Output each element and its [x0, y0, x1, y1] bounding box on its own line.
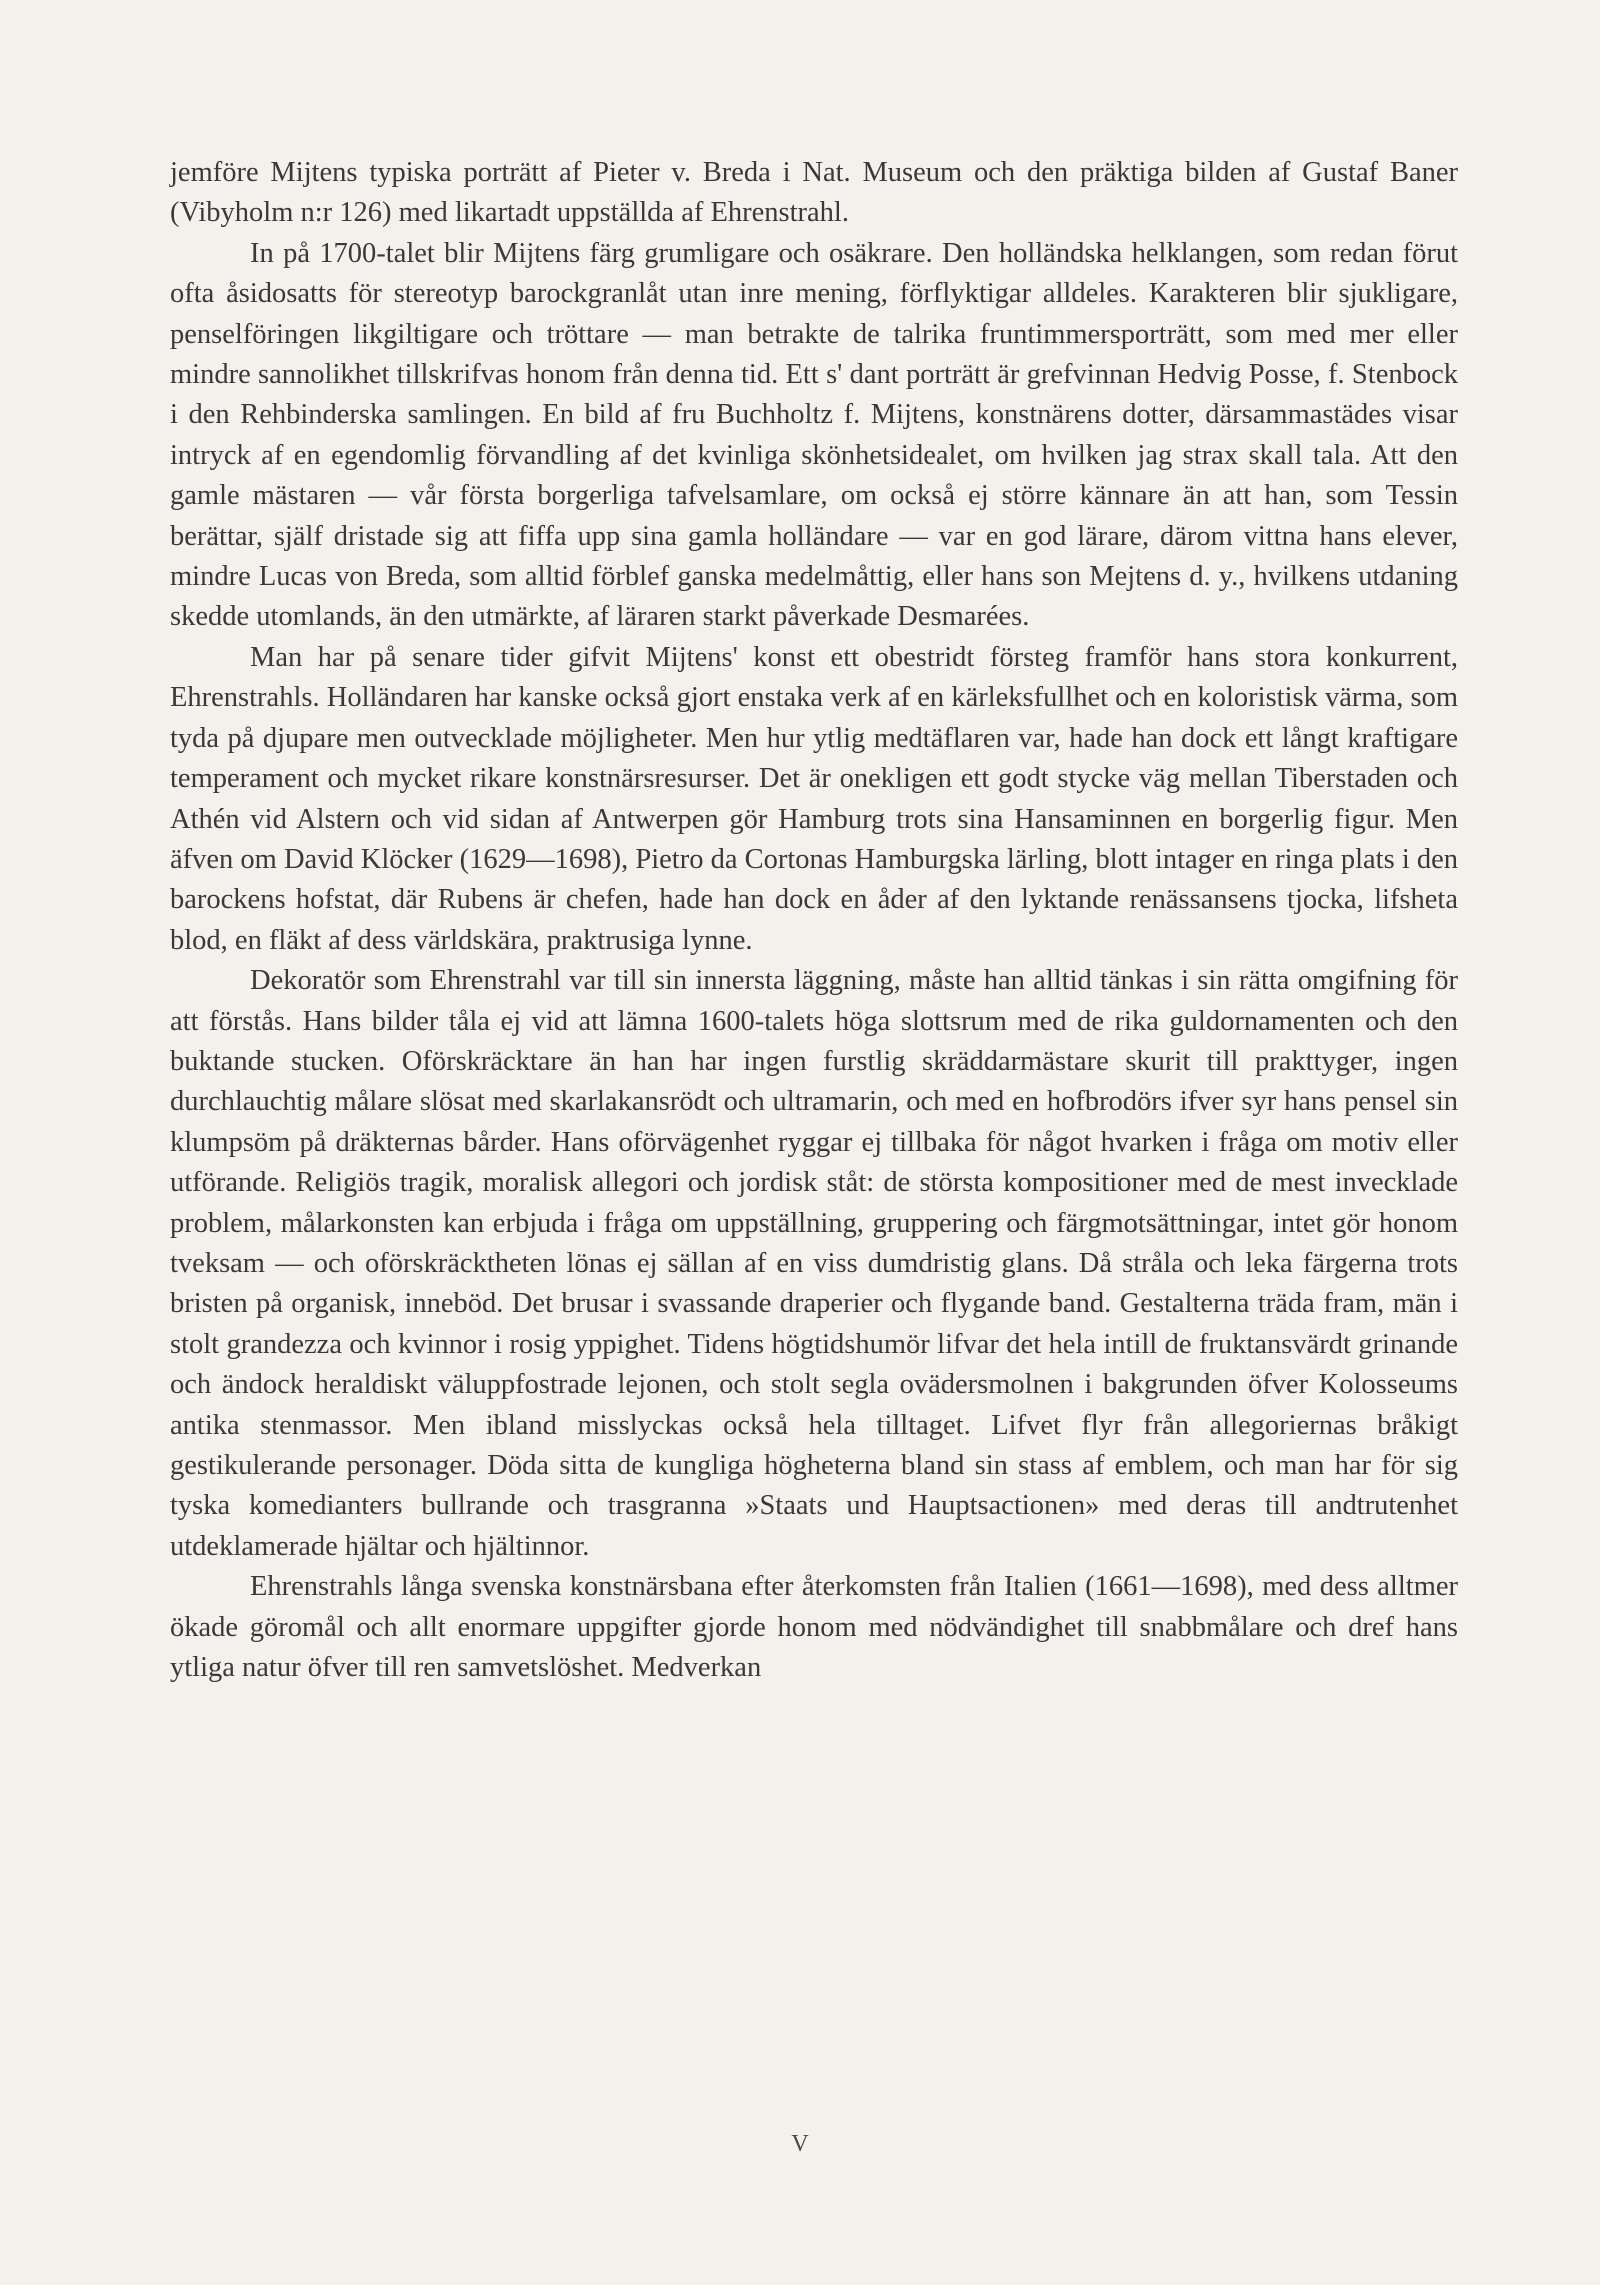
paragraph-2: In på 1700-talet blir Mijtens färg grumligare och osäkrare. Den holländska helklangen, som redan förut ofta åsidosatts för stereotyp barockgranlåt utan inre mening, förflyktigar alldeles. Karakteren blir sjukligare, penselföringen likgiltigare och tröttare — man betrakte de talrika fruntimmersporträtt, som med mer eller mindre sannolikhet tillskrifvas honom från denna tid. Ett s' dant porträtt är grefvinnan Hedvig Posse, f. Stenbock i den Rehbinderska samlingen. En bild af fru Buchholtz f. Mijtens, konstnärens dotter, därsammastädes visar intryck af en egendomlig förvandling af det kvinliga skönhetsidealet, om hvilken jag strax skall tala. Att den gamle mästaren — vår första borgerliga tafvelsamlare, om också ej större kännare än att han, som Tessin berättar, själf dristade sig att fiffa upp sina gamla holländare — var en god lärare, därom vittna hans elever, mindre Lucas von Breda, som alltid förblef ganska medelmåttig, eller hans son Mejtens d. y., hvilkens utdaning skedde utomlands, än den utmärkte, af läraren starkt påverkade Desmarées. [170, 237, 1458, 633]
paragraph-4: Dekoratör som Ehrenstrahl var till sin innersta läggning, måste han alltid tänkas i sin rätta omgifning för att förstås. Hans bilder tåla ej vid att lämna 1600-talets höga slottsrum med de rika guldornamenten och den buktande stucken. Oförskräcktare än han har ingen furstlig skräddarmästare skurit till prakttyger, ingen durchlauchtig målare slösat med skarlakansrödt och ultramarin, och med en hofbrodörs ifver syr hans pensel sin klumpsöm på dräkternas bårder. Hans oförvägenhet ryggar ej tillbaka för något hvarken i fråga om motiv eller utförande. Religiös tragik, moralisk allegori och jordisk ståt: de största kompositioner med de mest invecklade problem, målarkonsten kan erbjuda i fråga om uppställning, gruppering och färgmotsättningar, intet gör honom tveksam — och oförskräcktheten lönas ej sällan af en viss dumdristig glans. Då stråla och leka färgerna trots bristen på organisk, inneböd. Det brusar i svassande draperier och flygande band. Gestalterna träda fram, män i stolt grandezza och kvinnor i rosig yppighet. Tidens högtidshumör lifvar det hela intill de fruktansvärdt grinande och ändock heraldiskt väluppfostrade lejonen, och stolt segla ovädersmolnen i bakgrunden öfver Kolosseums antika stenmassor. Men ibland misslyckas också hela tilltaget. Lifvet flyr från allegoriernas bråkigt gestikulerande personager. Döda sitta de kungliga högheterna bland sin stass af emblem, och man har för sig tyska komedianters bullrande och trasgranna »Staats und Hauptsactionen» med deras till andtrutenhet utdeklamerade hjältar och hjältinnor. [170, 965, 1458, 1562]
paragraph-1: jemföre Mijtens typiska porträtt af Pieter v. Breda i Nat. Museum och den präktiga bilden af Gustaf Baner (Vibyholm n:r 126) med likartadt uppställda af Ehrenstrahl. [170, 157, 1458, 229]
paragraph-5: Ehrenstrahls långa svenska konstnärsbana efter återkomsten från Italien (1661—1698), med dess alltmer ökade göromål och allt enormare uppgifter gjorde honom med nödvändighet till snabbmålare och dref hans ytliga natur öfver till ren samvetslöshet. Medverkan [170, 1571, 1458, 1684]
text-column [170, 153, 1458, 1688]
page-number: V [791, 2131, 809, 2157]
paragraph-3: Man har på senare tider gifvit Mijtens' konst ett obestridt försteg framför hans stora konkurrent, Ehrenstrahls. Holländaren har kanske också gjort enstaka verk af en kärleksfullhet och en koloristisk värma, som tyda på djupare men outvecklade möjligheter. Men hur ytlig medtäflaren var, hade han dock ett långt kraftigare temperament och mycket rikare konstnärsresurser. Det är onekligen ett godt stycke väg mellan Tiberstaden och Athén vid Alstern och vid sidan af Antwerpen gör Hamburg trots sina Hansaminnen en borgerlig figur. Men äfven om David Klöcker (1629—1698), Pietro da Cortonas Hamburgska lärling, blott intager en ringa plats i den barockens hofstat, där Rubens är chefen, hade han dock en åder af den lyktande renässansens tjocka, lifsheta blod, en fläkt af dess världskära, praktrusiga lynne. [170, 641, 1459, 956]
